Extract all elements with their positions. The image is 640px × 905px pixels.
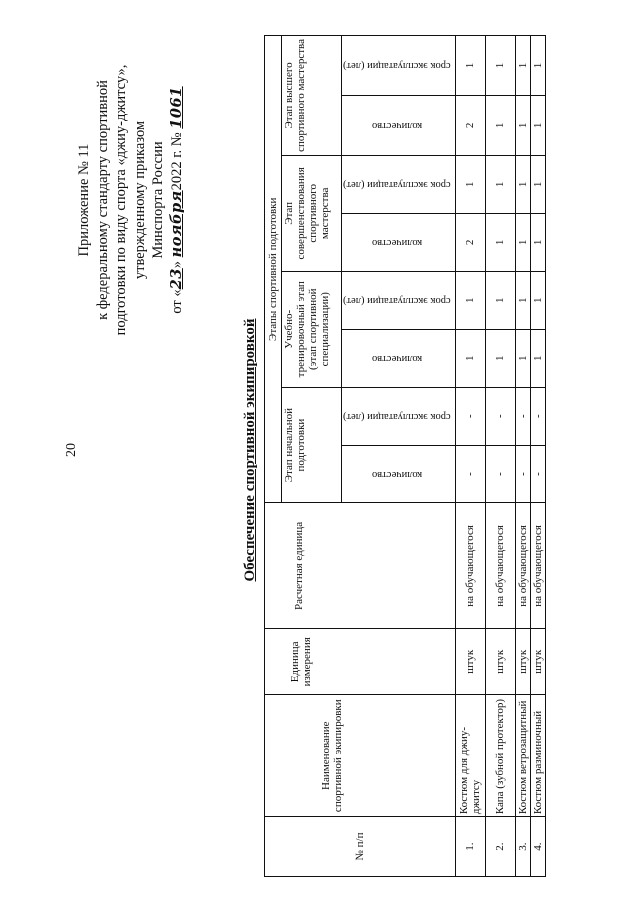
equipment-table [264,35,546,877]
date-mid: » [168,260,185,269]
cell-value: 1 [515,36,530,96]
cell-value: 1 [455,155,485,213]
cell-value: 1 [530,213,545,271]
subheader-term: срок эксплуатации (лет) [342,155,456,213]
cell-unit: штук [530,629,545,695]
cell-name: Костюм разминочный [530,695,545,817]
cell-num: 4. [530,817,545,877]
cell-value: 1 [485,95,515,155]
cell-name: Костюм ветрозащитный [515,695,530,817]
cell-value: 1 [485,213,515,271]
cell-value: 1 [515,155,530,213]
cell-value: 1 [530,329,545,387]
stage-header-training: Учебно-тренировочный этап (этап спортивной специализации) [282,271,342,387]
cell-value: 1 [530,155,545,213]
cell-num: 3. [515,817,530,877]
date-year: 2022 г. № [168,132,185,191]
page-number: 20 [64,443,79,457]
cell-value: 1 [485,155,515,213]
cell-unit: штук [455,629,485,695]
cell-value: - [515,387,530,445]
cell-value: 1 [455,36,485,96]
cell-name: Костюм для джиу-джитсу [455,695,485,817]
cell-value: 1 [530,36,545,96]
header-line: утвержденному приказом [131,120,148,280]
subheader-quantity: количество [342,329,456,387]
cell-value: - [530,445,545,503]
col-header-name: Наименование спортивной экипировки [265,695,456,817]
cell-calc-unit: на обучающегося [530,503,545,629]
date-day: 23 [167,268,185,290]
cell-value: - [485,387,515,445]
cell-value: 1 [515,329,530,387]
cell-value: - [455,387,485,445]
cell-value: - [515,445,530,503]
col-header-num: № п/п [265,817,456,877]
col-header-calc-unit: Расчетная единица [265,503,456,629]
col-header-unit: Единица измерения [265,629,456,695]
header-line: к федеральному стандарту спортивной [94,80,111,320]
cell-value: 1 [485,36,515,96]
cell-name: Капа (зубной протектор) [485,695,515,817]
cell-value: 1 [515,271,530,329]
cell-value: 2 [455,213,485,271]
table-row [455,36,485,877]
cell-value: 1 [530,95,545,155]
cell-calc-unit: на обучающегося [515,503,530,629]
stages-group-header: Этапы спортивной подготовки [265,36,282,504]
appendix-header [75,40,186,360]
cell-num: 1. [455,817,485,877]
cell-value: 1 [515,95,530,155]
stage-header-initial: Этап начальной подготовки [282,387,342,503]
stage-header-highest: Этап высшего спортивного мастерства [282,36,342,156]
date-month: ноября [167,190,185,258]
subheader-term: срок эксплуатации (лет) [342,387,456,445]
date-prefix: от « [168,289,185,314]
subheader-quantity: количество [342,95,456,155]
table-row [515,36,530,877]
order-number: 1061 [167,86,185,129]
cell-value: 1 [485,329,515,387]
subheader-quantity: количество [342,213,456,271]
cell-value: 2 [455,95,485,155]
cell-value: 1 [515,213,530,271]
cell-calc-unit: на обучающегося [485,503,515,629]
cell-unit: штук [515,629,530,695]
cell-unit: штук [485,629,515,695]
cell-value: 1 [530,271,545,329]
header-line: подготовки по виду спорта «джиу-джитсу», [113,64,129,336]
header-line: Минспорта России [150,141,166,259]
cell-value: 1 [455,271,485,329]
cell-num: 2. [485,817,515,877]
order-date-line [168,40,187,360]
cell-value: 1 [455,329,485,387]
cell-value: - [455,445,485,503]
header-line: Приложение № 11 [76,143,92,257]
subheader-quantity: количество [342,445,456,503]
stage-header-improvement: Этап совершенствования спортивного мастерства [282,155,342,271]
table-row [530,36,545,877]
rotated-page-content [20,20,620,880]
cell-value: 1 [485,271,515,329]
table-row [485,36,515,877]
subheader-term: срок эксплуатации (лет) [342,36,456,96]
cell-value: - [530,387,545,445]
cell-value: - [485,445,515,503]
document-title: Обеспечение спортивной экипировкой [242,318,258,582]
subheader-term: срок эксплуатации (лет) [342,271,456,329]
cell-calc-unit: на обучающегося [455,503,485,629]
